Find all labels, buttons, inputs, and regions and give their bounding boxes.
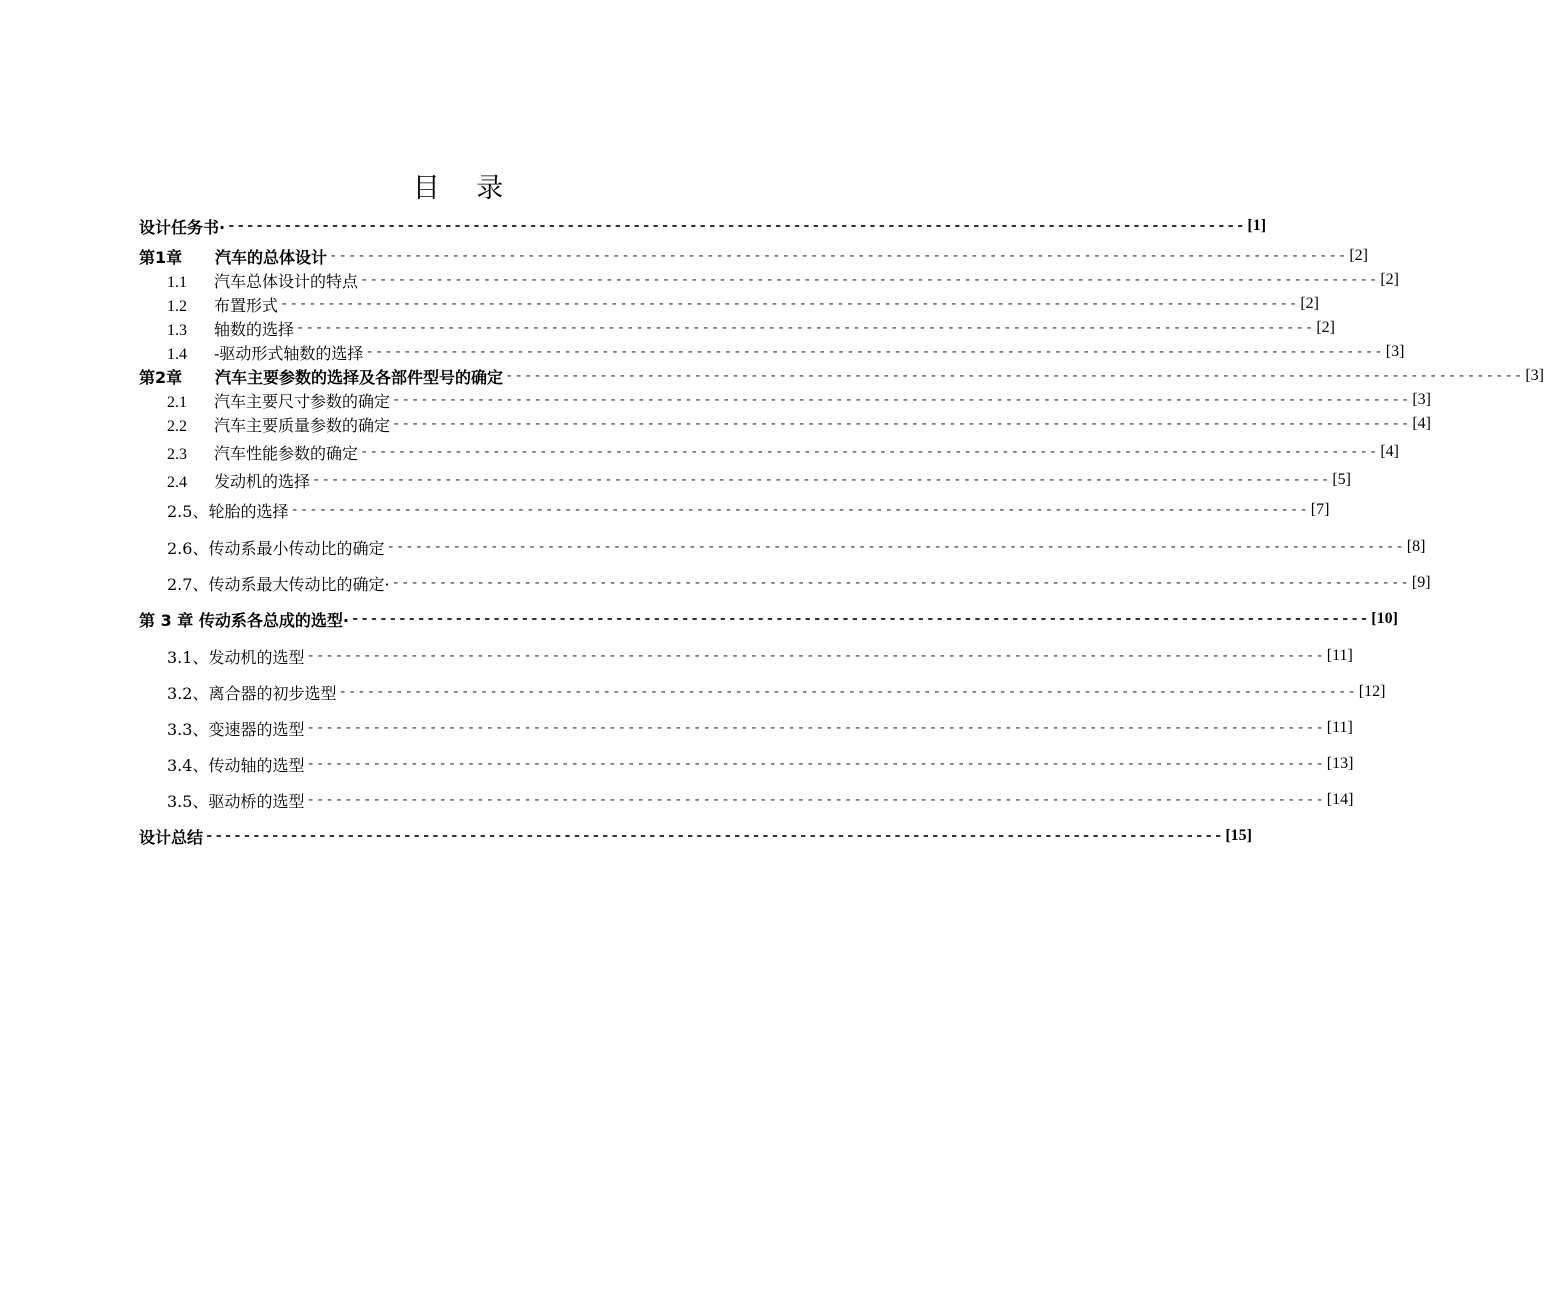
toc-page-number: [4] bbox=[1380, 443, 1399, 460]
toc-chapter-number: 第2章 bbox=[139, 367, 183, 387]
toc-page-number: [2] bbox=[1300, 295, 1319, 312]
toc-page-number: [10] bbox=[1371, 610, 1398, 627]
dot-leader: ------------------------------------------------------------------------------------------------------------ bbox=[296, 320, 1315, 336]
toc-page-number: [3] bbox=[1525, 367, 1544, 384]
toc-section-number: 2.2 bbox=[167, 417, 187, 435]
dot-leader: ------------------------------------------------------------------------------------------------------------ bbox=[338, 684, 1357, 700]
toc-entry-chapter-1[interactable] bbox=[139, 246, 1368, 267]
toc-page-number: [9] bbox=[1411, 574, 1431, 591]
toc-entry-1-1[interactable] bbox=[167, 270, 1399, 291]
toc-entry-3-3[interactable] bbox=[167, 718, 1353, 739]
toc-page-number: [15] bbox=[1225, 827, 1252, 844]
page-title: 目 录 bbox=[412, 173, 518, 204]
toc-entry-1-3[interactable] bbox=[167, 318, 1335, 339]
toc-entry-title: 2.5、轮胎的选择 bbox=[167, 501, 289, 521]
toc-entry-2-1[interactable] bbox=[167, 390, 1431, 411]
toc-entry-title: -驱动形式轴数的选择 bbox=[214, 343, 364, 363]
dot-leader: ------------------------------------------------------------------------------------------------------------ bbox=[360, 272, 1379, 288]
toc-page-number: [7] bbox=[1310, 501, 1330, 518]
toc-section-number: 1.3 bbox=[167, 321, 187, 339]
dot-leader: ------------------------------------------------------------------------------------------------------------ bbox=[505, 368, 1524, 384]
toc-entry-title: 轴数的选择 bbox=[214, 319, 295, 339]
dot-leader: ------------------------------------------------------------------------------------------------------------ bbox=[392, 392, 1411, 408]
dot-leader: ------------------------------------------------------------------------------------------------------------ bbox=[306, 648, 1325, 664]
toc-entry-2-6[interactable] bbox=[167, 537, 1426, 558]
toc-entry-2-4[interactable] bbox=[167, 470, 1351, 491]
toc-page-number: [13] bbox=[1326, 755, 1354, 772]
toc-entry-3-2[interactable] bbox=[167, 682, 1386, 703]
toc-page-number: [4] bbox=[1412, 415, 1431, 432]
toc-entry-2-7[interactable] bbox=[167, 573, 1431, 594]
dot-leader: ------------------------------------------------------------------------------------------------------------ bbox=[205, 828, 1224, 844]
toc-section-number: 1.2 bbox=[167, 297, 187, 315]
toc-entry-title: 汽车主要尺寸参数的确定 bbox=[214, 391, 391, 411]
toc-page-number: [2] bbox=[1380, 271, 1399, 288]
toc-page-number: [12] bbox=[1358, 683, 1386, 700]
toc-page-number: [2] bbox=[1316, 319, 1335, 336]
toc-entry-title: 汽车性能参数的确定 bbox=[214, 443, 359, 463]
toc-entry-2-2[interactable] bbox=[167, 414, 1431, 435]
toc-entry-title: 第 3 章 传动系各总成的选型· bbox=[139, 610, 349, 630]
toc-entry-title: 2.6、传动系最小传动比的确定 bbox=[167, 538, 385, 558]
dot-leader: ------------------------------------------------------------------------------------------------------------ bbox=[360, 444, 1379, 460]
toc-entry-title: 3.4、传动轴的选型 bbox=[167, 755, 305, 775]
toc-page-number: [11] bbox=[1326, 719, 1353, 736]
toc-page-number: [2] bbox=[1349, 247, 1368, 264]
toc-section-number: 2.4 bbox=[167, 473, 187, 491]
toc-entry-1-4[interactable] bbox=[167, 342, 1405, 363]
toc-section-number: 1.4 bbox=[167, 345, 187, 363]
toc-entry-title: 汽车的总体设计 bbox=[215, 247, 328, 267]
toc-section-number: 2.3 bbox=[167, 445, 187, 463]
dot-leader: ------------------------------------------------------------------------------------------------------------ bbox=[392, 416, 1411, 432]
toc-entry-summary[interactable] bbox=[139, 826, 1252, 847]
toc-entry-title: 汽车总体设计的特点 bbox=[214, 271, 359, 291]
dot-leader: ------------------------------------------------------------------------------------------------------------ bbox=[280, 296, 1299, 312]
dot-leader: ------------------------------------------------------------------------------------------------------------ bbox=[391, 575, 1410, 591]
toc-entry-title: 设计任务书· bbox=[139, 217, 226, 237]
toc-entry-2-3[interactable] bbox=[167, 442, 1399, 463]
toc-entry-title: 3.2、离合器的初步选型 bbox=[167, 683, 337, 703]
toc-page-number: [3] bbox=[1412, 391, 1431, 408]
toc-section-number: 2.1 bbox=[167, 393, 187, 411]
toc-entry-3-4[interactable] bbox=[167, 754, 1354, 775]
dot-leader: ------------------------------------------------------------------------------------------------------------ bbox=[227, 218, 1246, 234]
toc-page-number: [5] bbox=[1332, 471, 1351, 488]
toc-entry-title: 汽车主要参数的选择及各部件型号的确定 bbox=[215, 367, 504, 387]
toc-entry-title: 发动机的选择 bbox=[214, 471, 311, 491]
toc-section-number: 1.1 bbox=[167, 273, 187, 291]
toc-entry-1-2[interactable] bbox=[167, 294, 1319, 315]
toc-entry-2-5[interactable] bbox=[167, 500, 1330, 521]
dot-leader: ------------------------------------------------------------------------------------------------------------ bbox=[350, 611, 1370, 627]
dot-leader: ------------------------------------------------------------------------------------------------------------ bbox=[329, 248, 1348, 264]
toc-entry-chapter-3[interactable] bbox=[139, 609, 1398, 630]
dot-leader: ------------------------------------------------------------------------------------------------------------ bbox=[290, 502, 1309, 518]
toc-entry-title: 3.3、变速器的选型 bbox=[167, 719, 305, 739]
toc-entry-3-5[interactable] bbox=[167, 790, 1354, 811]
toc-entry-task-book[interactable] bbox=[139, 216, 1267, 237]
toc-page-number: [8] bbox=[1406, 538, 1426, 555]
toc-entry-3-1[interactable] bbox=[167, 646, 1353, 667]
toc-page-number: [11] bbox=[1326, 647, 1353, 664]
toc-page-number: [1] bbox=[1247, 217, 1267, 234]
toc-entry-title: 3.5、驱动桥的选型 bbox=[167, 791, 305, 811]
dot-leader: ------------------------------------------------------------------------------------------------------------ bbox=[386, 539, 1405, 555]
toc-entry-title: 3.1、发动机的选型 bbox=[167, 647, 305, 667]
dot-leader: ------------------------------------------------------------------------------------------------------------ bbox=[306, 720, 1325, 736]
toc-page-number: [14] bbox=[1326, 791, 1354, 808]
toc-entry-chapter-2[interactable] bbox=[139, 366, 1544, 387]
toc-page-number: [3] bbox=[1385, 343, 1405, 360]
dot-leader: ------------------------------------------------------------------------------------------------------------ bbox=[312, 472, 1331, 488]
dot-leader: ------------------------------------------------------------------------------------------------------------ bbox=[306, 792, 1325, 808]
toc-entry-title: 汽车主要质量参数的确定 bbox=[214, 415, 391, 435]
dot-leader: ------------------------------------------------------------------------------------------------------------ bbox=[306, 756, 1325, 772]
dot-leader: ------------------------------------------------------------------------------------------------------------ bbox=[365, 344, 1384, 360]
toc-entry-title: 布置形式 bbox=[214, 295, 279, 315]
toc-entry-title: 2.7、传动系最大传动比的确定· bbox=[167, 574, 390, 594]
toc-chapter-number: 第1章 bbox=[139, 247, 183, 267]
toc-entry-title: 设计总结 bbox=[139, 827, 204, 847]
